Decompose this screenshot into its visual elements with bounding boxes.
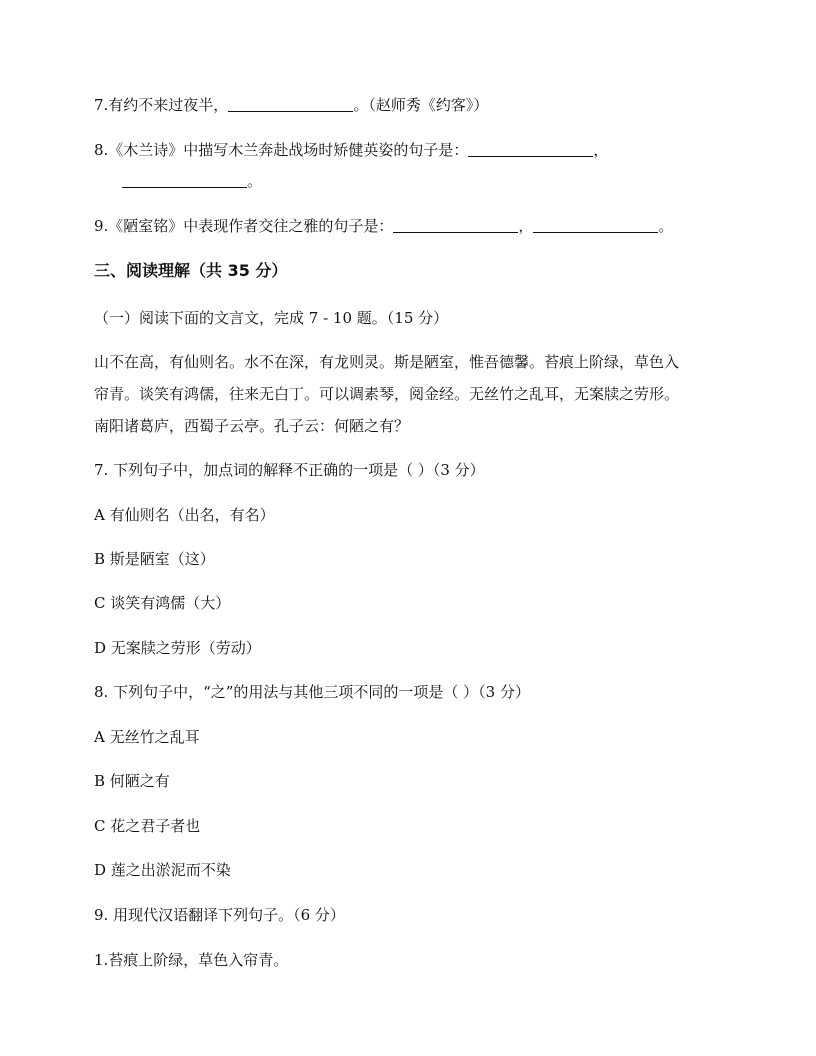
fill-blank-q8-cont [122, 171, 262, 191]
answer-blank[interactable] [228, 97, 353, 112]
question-8-option-b[interactable]: B 何陋之有 [94, 772, 170, 790]
answer-blank[interactable] [468, 142, 593, 157]
section-heading: 三、阅读理解（共 35 分） [94, 261, 288, 280]
answer-blank[interactable] [393, 218, 518, 233]
question-8-option-c[interactable]: C 花之君子者也 [94, 817, 201, 835]
question-8-option-a[interactable]: A 无丝竹之乱耳 [94, 728, 200, 746]
q9-suffix: 。 [658, 217, 674, 235]
passage-line: 帘青。谈笑有鸿儒，往来无白丁。可以调素琴，阅金经。无丝竹之乱耳，无案牍之劳形。 [94, 385, 680, 403]
passage-line: 南阳诸葛庐，西蜀子云亭。孔子云：何陋之有？ [94, 417, 410, 435]
answer-blank[interactable] [122, 173, 247, 188]
q7-suffix: 。（赵师秀《约客》） [353, 96, 489, 114]
question-9-stem: 9. 用现代汉语翻译下列句子。（6 分） [94, 906, 345, 924]
answer-blank[interactable] [533, 218, 658, 233]
q8-mid: ， [593, 141, 609, 159]
fill-blank-q7 [94, 95, 488, 115]
fill-blank-q8 [94, 140, 608, 160]
part-intro: （一）阅读下面的文言文，完成 7 - 10 题。（15 分） [94, 309, 449, 327]
question-7-option-c[interactable]: C 谈笑有鸿儒（大） [94, 594, 231, 612]
fill-blank-q9 [94, 216, 673, 236]
q7-prefix: 7.有约不来过夜半， [94, 96, 229, 114]
question-7-option-a[interactable]: A 有仙则名（出名，有名） [94, 506, 275, 524]
question-7-option-d[interactable]: D 无案牍之劳形（劳动） [94, 639, 261, 657]
question-7-option-b[interactable]: B 斯是陋室（这） [94, 550, 215, 568]
question-8-option-d[interactable]: D 莲之出淤泥而不染 [94, 861, 231, 879]
question-7-stem: 7. 下列句子中，加点词的解释不正确的一项是（ ）（3 分） [94, 461, 485, 479]
q8-suffix: 。 [247, 172, 263, 190]
q9-mid: ， [518, 217, 534, 235]
question-9-item-1: 1.苔痕上阶绿，草色入帘青。 [94, 951, 289, 969]
question-8-stem: 8. 下列句子中，“之”的用法与其他三项不同的一项是（ ）（3 分） [94, 683, 530, 701]
q8-prefix: 8.《木兰诗》中描写木兰奔赴战场时矫健英姿的句子是： [94, 141, 469, 159]
q9-prefix: 9.《陋室铭》中表现作者交往之雅的句子是： [94, 217, 394, 235]
passage-line: 山不在高，有仙则名。水不在深，有龙则灵。斯是陋室，惟吾德馨。苔痕上阶绿，草色入 [94, 353, 680, 371]
